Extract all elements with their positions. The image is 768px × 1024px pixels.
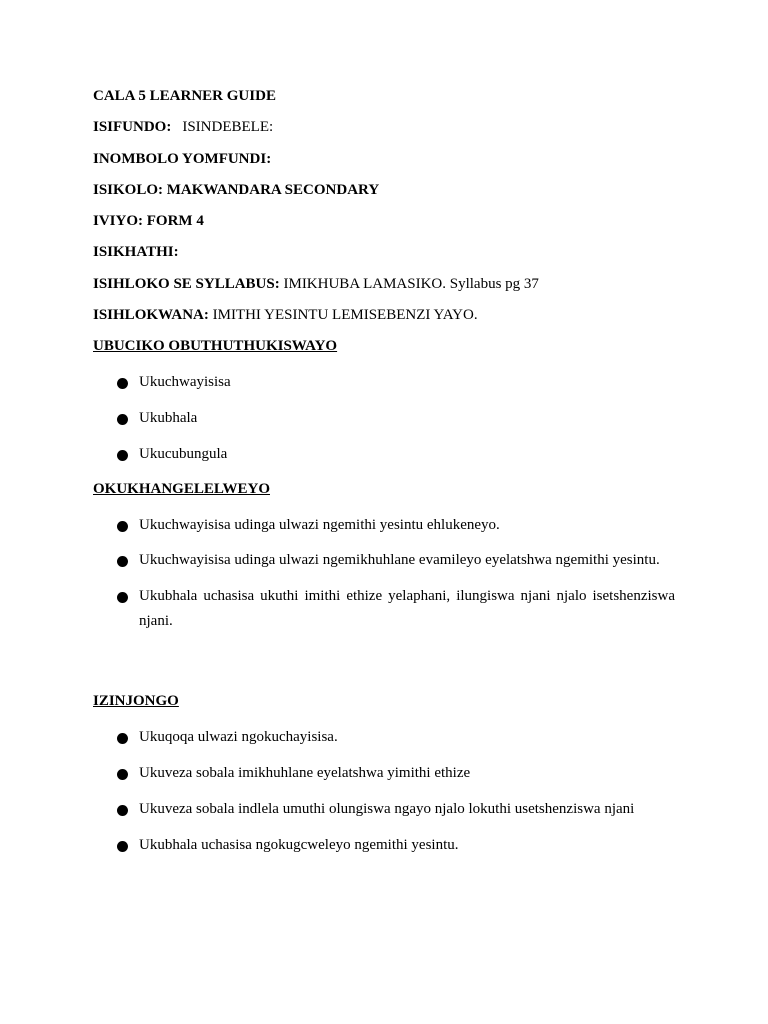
objectives-heading: IZINJONGO [93,692,179,709]
objectives-list [93,725,675,859]
objectives-list-item: Ukuveza sobala imikhuhlane eyelatshwa yimithi ethize [93,761,675,787]
expectations-heading: OKUKHANGELELWEYO [93,480,270,497]
subtopic-value: IMITHI YESINTU LEMISEBENZI YAYO. [212,307,478,324]
syllabus-topic-value: IMIKHUBA LAMASIKO. Syllabus pg 37 [283,275,539,292]
syllabus-topic-label: ISIHLOKO SE SYLLABUS: [93,275,280,292]
skills-heading: UBUCIKO OBUTHUTHUKISWAYO [93,338,338,355]
time-label: ISIKHATHI: [93,244,179,261]
expectations-list-item: Ukubhala uchasisa ukuthi imithi ethize yelaphani, ilungiswa njani njalo isetshenziswa njani. [93,584,675,635]
document-title: CALA 5 LEARNER GUIDE [93,88,276,104]
expectations-list [93,513,675,635]
school-line: ISIKOLO: MAKWANDARA SECONDARY [93,181,380,198]
subject-label: ISIFUNDO: [93,119,172,136]
subject-line [93,118,675,136]
objectives-list-item: Ukuqoqa ulwazi ngokuchayisisa. [93,725,675,751]
student-number-label: INOMBOLO YOMFUNDI: [93,150,272,167]
skills-list-item: Ukuchwayisisa [93,370,675,396]
subtopic-line [93,306,675,324]
skills-list-item: Ukucubungula [93,442,675,468]
skills-list-item: Ukubhala [93,406,675,432]
document-page [93,87,675,869]
expectations-list-item: Ukuchwayisisa udinga ulwazi ngemithi yesintu ehlukeneyo. [93,513,675,539]
subject-value: ISINDEBELE: [182,119,274,136]
objectives-list-item: Ukubhala uchasisa ngokugcweleyo ngemithi yesintu. [93,833,675,859]
grade-line: IVIYO: FORM 4 [93,213,204,230]
expectations-list-item: Ukuchwayisisa udinga ulwazi ngemikhuhlane evamileyo eyelatshwa ngemithi yesintu. [93,548,675,574]
subtopic-label: ISIHLOKWANA: [93,307,209,324]
skills-list [93,370,675,468]
syllabus-topic-line [93,275,675,293]
objectives-list-item: Ukuveza sobala indlela umuthi olungiswa ngayo njalo lokuthi usetshenziswa njani [93,797,675,823]
